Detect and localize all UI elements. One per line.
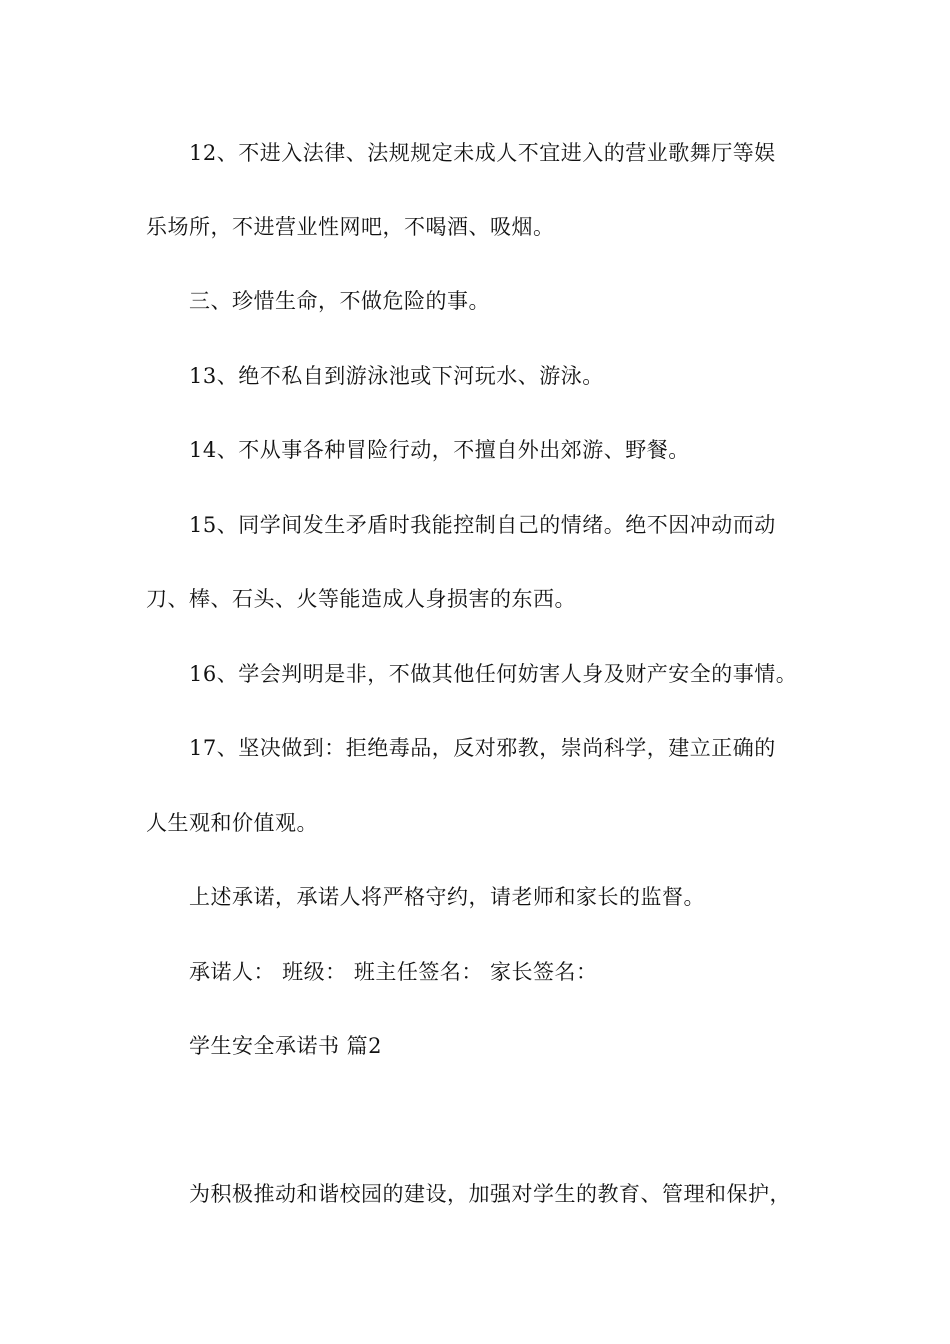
section-heading-3: 三、珍惜生命，不做危险的事。 (189, 289, 490, 313)
text-line-item-12-cont: 乐场所，不进营业性网吧，不喝酒、吸烟。 (146, 215, 555, 239)
text-line-item-14: 14、不从事各种冒险行动，不擅自外出郊游、野餐。 (189, 438, 690, 462)
text-line-item-17: 17、坚决做到：拒绝毒品，反对邪教，崇尚科学，建立正确的 (189, 736, 776, 760)
intro-paragraph-line: 为积极推动和谐校园的建设，加强对学生的教育、管理和保护， (189, 1182, 791, 1206)
section-title-part-2: 学生安全承诺书 篇2 (189, 1034, 383, 1058)
text-line-item-12: 12、不进入法律、法规规定未成人不宜进入的营业歌舞厅等娱 (189, 141, 776, 165)
text-line-item-16: 16、学会判明是非，不做其他任何妨害人身及财产安全的事情。 (189, 662, 798, 686)
text-line-item-15: 15、同学间发生矛盾时我能控制自己的情绪。绝不因冲动而动 (189, 513, 776, 537)
text-line-item-13: 13、绝不私自到游泳池或下河玩水、游泳。 (189, 364, 604, 388)
signature-fields: 承诺人： 班级： 班主任签名： 家长签名： (189, 960, 598, 984)
text-line-item-17-cont: 人生观和价值观。 (146, 811, 318, 835)
text-line-item-15-cont: 刀、棒、石头、火等能造成人身损害的东西。 (146, 587, 576, 611)
closing-statement: 上述承诺，承诺人将严格守约，请老师和家长的监督。 (189, 885, 705, 909)
